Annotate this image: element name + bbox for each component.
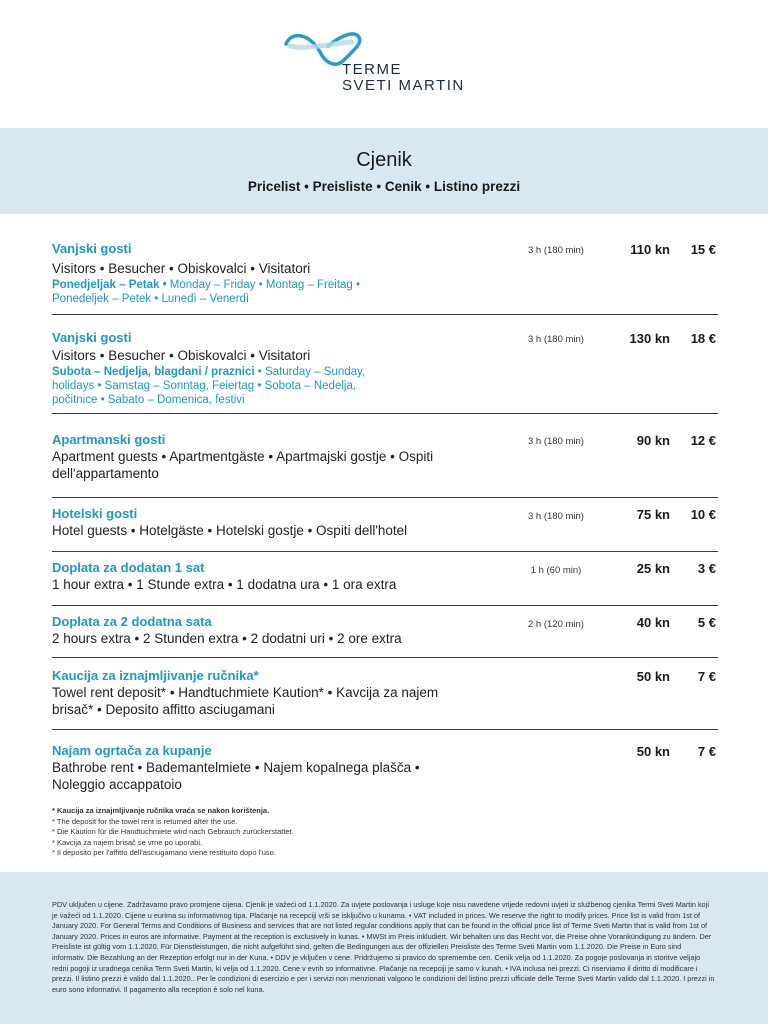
footer-band xyxy=(0,872,768,1024)
row-duration: 1 h (60 min) xyxy=(530,565,582,576)
row-desc: Hotel guests • Hotelgäste • Hotelski gostje • Ospiti dell'hotel xyxy=(52,523,408,538)
row-price-kn: 25 kn xyxy=(636,561,670,576)
row-desc: Visitors • Besucher • Obiskovalci • Visitatori xyxy=(52,261,311,276)
brand-name xyxy=(342,62,465,94)
row-price-kn: 130 kn xyxy=(629,331,670,346)
row-name: Kaucija za iznajmljivanje ručnika* xyxy=(52,668,259,683)
row-price-eur: 3 € xyxy=(697,561,716,576)
row-name: Doplata za dodatan 1 sat xyxy=(52,560,205,575)
row-desc: 2 hours extra • 2 Stunden extra • 2 dodatni uri • 2 ore extra xyxy=(52,631,402,646)
logo xyxy=(280,24,480,104)
row-desc: Bathrobe rent • Bademantelmiete • Najem kopalnega plašča • Noleggio accappatoio xyxy=(52,760,420,792)
row-days-rest: Monday – Friday • Montag – Freitag • Ponedeljek – Petek • Lunedì – Venerdì xyxy=(52,279,361,305)
row-duration: 2 h (120 min) xyxy=(528,619,584,630)
price-row xyxy=(52,315,718,414)
price-row xyxy=(52,226,718,315)
brand-line-2: SVETI MARTIN xyxy=(342,77,465,94)
row-days-bold: Subota – Nedjelja, blagdani / praznici xyxy=(52,366,255,378)
row-price-kn: 50 kn xyxy=(636,744,670,759)
row-duration: 3 h (180 min) xyxy=(528,245,584,256)
page-title: Cjenik xyxy=(356,149,412,171)
footnote-it: * Il deposito per l'affitto dell'asciugamano viene restituito dopo l'uso. xyxy=(52,848,276,857)
row-days-bold: Ponedjeljak – Petak • xyxy=(52,279,167,291)
row-name: Apartmanski gosti xyxy=(52,432,166,447)
price-row xyxy=(52,658,718,730)
row-price-eur: 12 € xyxy=(690,433,716,448)
price-row xyxy=(52,498,718,552)
row-name: Vanjski gosti xyxy=(52,330,132,345)
price-row xyxy=(52,606,718,658)
legal-text: PDV uključen u cijene. Zadržavamo pravo promjene cijena. Cjenik je važeći od 1.1.2020. Za uvjete poslovanja i usluge koje nisu navedene vrijede redovni uvjeti iz službenog cjenika Termi Sveti Martin koji je važeći od 1.1.2020. Cijene u eurima su informativnog tipa. Plaćanje na recepciji vrši se isključivo u kunama. • VAT included in prices. We reserve the right to modify prices. Price list is valid from 1st of January 2020. For General Terms and Conditions of Business and services that are not listed regular conditions apply that can be found in the official price list of Terme Sveti Martin that is valid from 1st of January 2020. Prices in euros are informative. Payment at the reception is exclusively in kunas. • MWSt im Preis inkludiert. Wir behalten uns das Recht vor, die Preise ohne Vorankündigung zu ändern. Der Preisliste ist gültig vom 1.1.2020. Für Dienstleistungen, die nicht aufgeführt sind, gelten die Bedingungen aus der offiziellen Preisliste des Terme Sveti Martin vom 1.1.2020. Die Preise in Euro sind informativ. Die Bezahlung an der Rezeption erfolgt nur in der Kuna. • DDV je vključen v cene. Pridržujemo si pravico do spremembe cen. Cenik velja od 1.1.2020. Za pogoje poslovanja in storitve veljajo redni pogoji iz uradnega cenika Term Sveti Martin, ki velja od 1.1.2020. Cene v evrih so informativne. Plačanje na recepciji je samo v kunah. • IVA inclusa nei prezzi. Ci riserviamo il diritto di modificare i prezzi. Il listino prezzi è valido dal 1.1.2020.. Per le condizioni di esercizio e per i servizi non menzionati valgono le condizioni del listino prezzi ufficiale delle Terme Sveti Martin valido dal 1.1.2020. I prezzi in euro sono informativi. Il pagamento alla reception è solo nel kuna. xyxy=(52,900,715,994)
brand-line-1: TERME xyxy=(342,61,402,78)
row-duration: 3 h (180 min) xyxy=(528,334,584,345)
row-name: Doplata za 2 dodatna sata xyxy=(52,614,212,629)
footnote-de: * Die Kaution für die Handtuchmiete wird nach Gebrauch zurückerstattet. xyxy=(52,827,294,836)
price-row xyxy=(52,552,718,606)
row-price-kn: 40 kn xyxy=(636,615,670,630)
row-price-eur: 5 € xyxy=(697,615,716,630)
row-name: Najam ogrtača za kupanje xyxy=(52,743,212,758)
price-list xyxy=(52,226,718,800)
row-days xyxy=(52,278,397,306)
footnote-hr: * Kaucija za iznajmljivanje ručnika vraća se nakon korištenja. xyxy=(52,806,270,815)
footnotes xyxy=(52,806,712,859)
row-days-rest: • Saturday – Sunday, holidays • Samstag – Sonntag, Feiertag • Sobota – Nedelja, počitnice • Sabato – Domenica, festivi xyxy=(52,366,366,406)
row-price-eur: 15 € xyxy=(690,242,716,257)
page-subtitle: Pricelist • Preisliste • Cenik • Listino prezzi xyxy=(247,179,521,194)
footnote-en: * The deposit for the towel rent is returned after the use. xyxy=(52,816,238,826)
row-name: Vanjski gosti xyxy=(52,241,132,256)
row-duration: 3 h (180 min) xyxy=(528,511,584,522)
row-duration: 3 h (180 min) xyxy=(528,436,584,447)
row-price-kn: 90 kn xyxy=(636,433,670,448)
row-price-eur: 7 € xyxy=(697,669,716,684)
row-name: Hotelski gosti xyxy=(52,506,138,521)
row-desc: 1 hour extra • 1 Stunde extra • 1 dodatna ura • 1 ora extra xyxy=(52,577,397,592)
row-desc: Apartment guests • Apartmentgäste • Apartmajski gostje • Ospiti dell'appartamento xyxy=(52,449,434,481)
row-price-kn: 110 kn xyxy=(630,242,670,257)
row-days xyxy=(52,365,397,407)
row-desc: Visitors • Besucher • Obiskovalci • Visitatori xyxy=(52,348,311,363)
price-row xyxy=(52,730,718,800)
row-price-eur: 7 € xyxy=(697,744,716,759)
row-price-kn: 50 kn xyxy=(636,669,670,684)
row-price-eur: 18 € xyxy=(690,331,716,346)
price-row xyxy=(52,414,718,498)
row-price-eur: 10 € xyxy=(690,507,716,522)
row-price-kn: 75 kn xyxy=(636,507,670,522)
row-desc: Towel rent deposit* • Handtuchmiete Kaution* • Kavcija za najem brisač* • Deposito affitto asciugamani xyxy=(52,685,439,717)
header-band xyxy=(0,128,768,214)
footnote-si: * Kavcija za najem brisač se vrne po uporabi. xyxy=(52,837,203,847)
